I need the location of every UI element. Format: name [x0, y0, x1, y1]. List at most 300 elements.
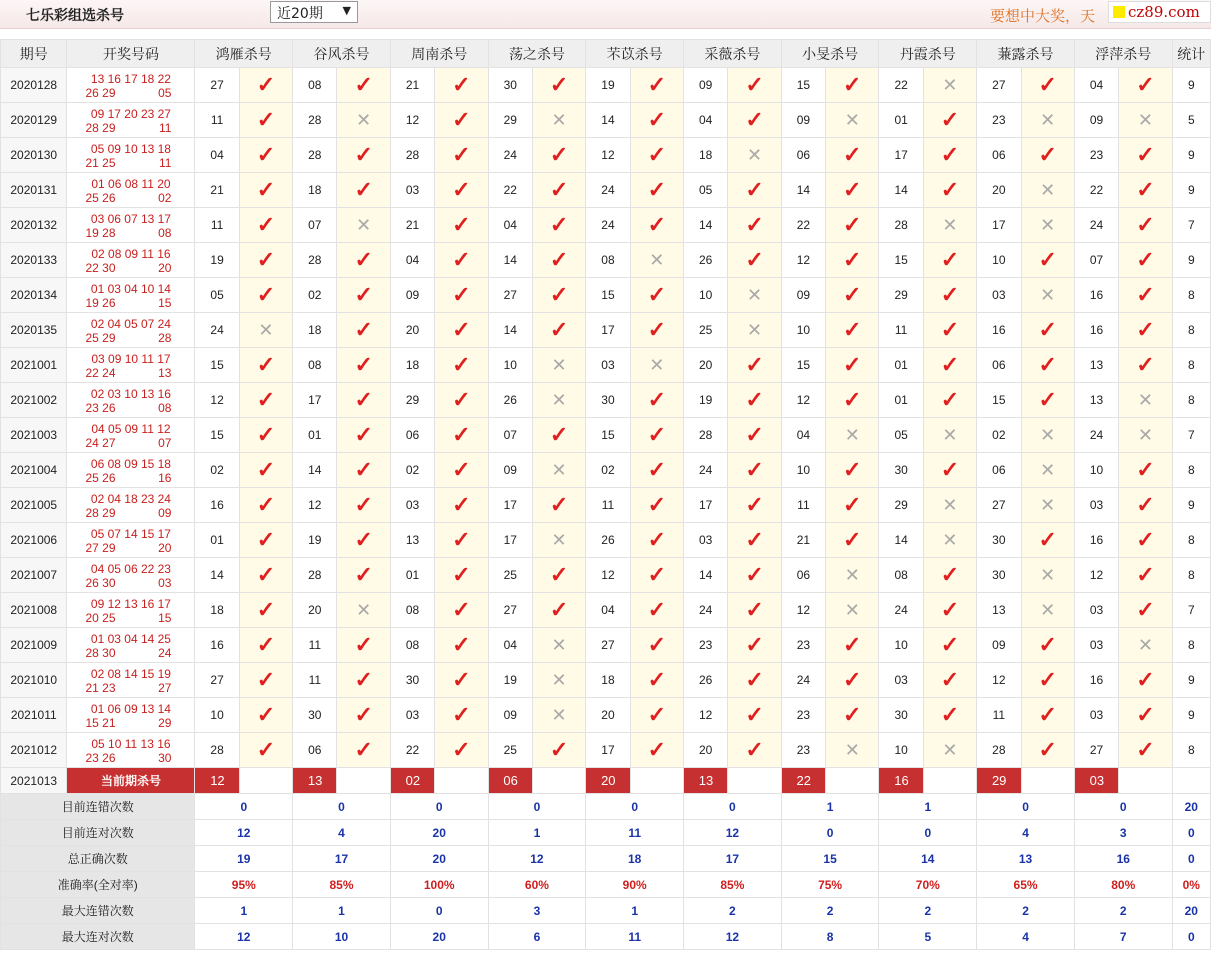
- kill-number-cell: 04: [684, 103, 728, 138]
- stats-value: 2: [879, 898, 977, 924]
- hit-mark-cell: [337, 593, 390, 628]
- hit-mark-cell: [532, 593, 585, 628]
- hit-mark-cell: [1119, 733, 1172, 768]
- check-icon: ✓: [354, 457, 373, 482]
- header-expert[interactable]: 谷风杀号: [293, 40, 391, 68]
- kill-number-cell: 16: [977, 313, 1021, 348]
- cross-icon: ✕: [551, 110, 567, 130]
- site-logo[interactable]: [1108, 1, 1211, 23]
- numbers-line-2-main: 23 26: [85, 750, 116, 765]
- table-header-row: [1, 40, 1211, 68]
- stats-value: 14: [879, 846, 977, 872]
- kill-number-cell: 19: [586, 68, 630, 103]
- hit-mark-cell: [1021, 558, 1074, 593]
- hit-mark-cell: [923, 698, 976, 733]
- issue-cell: 2020131: [1, 173, 67, 208]
- kill-number-cell: 12: [977, 663, 1021, 698]
- kill-number-cell: 16: [1074, 663, 1118, 698]
- kill-number-cell: 03: [879, 663, 923, 698]
- hit-mark-cell: [239, 243, 292, 278]
- hit-mark-cell: [630, 418, 683, 453]
- hit-mark-cell: [532, 488, 585, 523]
- check-icon: ✓: [745, 562, 764, 587]
- check-icon: ✓: [354, 527, 373, 552]
- check-icon: ✓: [256, 667, 276, 692]
- numbers-line-1: 02 04 18 23 24: [90, 491, 171, 506]
- hit-mark-cell: [1119, 243, 1172, 278]
- hit-mark-cell: [532, 348, 585, 383]
- check-icon: ✓: [745, 702, 764, 727]
- hit-mark-cell: [337, 663, 390, 698]
- hit-mark-cell: [1021, 278, 1074, 313]
- hit-mark-cell: [728, 733, 781, 768]
- slogan-text[interactable]: 要想中大奖，天: [990, 7, 1096, 25]
- check-icon: ✓: [1038, 142, 1057, 167]
- check-icon: ✓: [256, 492, 276, 517]
- numbers-line-2-main: 25 26: [85, 470, 116, 485]
- numbers-line-2-main: 25 26: [85, 190, 116, 205]
- hit-mark-cell: [337, 698, 390, 733]
- cross-icon: ✕: [649, 250, 665, 270]
- header-expert[interactable]: 荡之杀号: [488, 40, 586, 68]
- kill-number-cell: 08: [293, 348, 337, 383]
- hit-mark-cell: [435, 733, 488, 768]
- hit-mark-cell: [532, 383, 585, 418]
- kill-number-cell: 28: [684, 418, 728, 453]
- hit-mark-cell: [532, 733, 585, 768]
- hit-mark-cell: [1119, 558, 1172, 593]
- check-icon: ✓: [452, 247, 471, 272]
- stats-total: 20: [1172, 898, 1210, 924]
- issue-cell: 2021010: [1, 663, 67, 698]
- kill-number-cell: 14: [195, 558, 239, 593]
- kill-number-cell: 23: [1074, 138, 1118, 173]
- kill-number-cell: 16: [1074, 278, 1118, 313]
- check-icon: ✓: [1038, 352, 1057, 377]
- hit-mark-cell: [630, 663, 683, 698]
- hit-mark-cell: [337, 628, 390, 663]
- row-count-cell: 8: [1172, 733, 1210, 768]
- numbers-line-2: [67, 541, 194, 555]
- issue-cell: 2021001: [1, 348, 67, 383]
- check-icon: ✓: [940, 282, 960, 307]
- numbers-line-1: 02 04 05 07 24: [90, 316, 171, 331]
- check-icon: ✓: [354, 282, 373, 307]
- numbers-special: 15: [158, 295, 172, 310]
- kill-number-cell: 01: [879, 383, 923, 418]
- check-icon: ✓: [452, 212, 471, 237]
- kill-number-cell: 15: [586, 418, 630, 453]
- check-icon: ✓: [452, 352, 471, 377]
- row-count-cell: 9: [1172, 68, 1210, 103]
- numbers-special: 27: [158, 680, 172, 695]
- current-kill-number: 20: [586, 768, 630, 793]
- current-kill-spacer: [1021, 768, 1074, 794]
- hit-mark-cell: [728, 348, 781, 383]
- kill-number-cell: 25: [488, 558, 532, 593]
- numbers-line-2: [67, 716, 194, 730]
- kill-number-cell: 22: [1074, 173, 1118, 208]
- winning-numbers-cell: [67, 698, 195, 733]
- winning-numbers-cell: [67, 243, 195, 278]
- cross-icon: ✕: [1040, 600, 1056, 620]
- cross-icon: ✕: [746, 320, 763, 340]
- hit-mark-cell: [728, 418, 781, 453]
- check-icon: ✓: [452, 457, 471, 482]
- winning-numbers-cell: [67, 523, 195, 558]
- numbers-line-2-main: 25 29: [85, 330, 116, 345]
- numbers-line-2: [67, 331, 194, 345]
- check-icon: ✓: [647, 492, 667, 517]
- winning-numbers-cell: [67, 208, 195, 243]
- check-icon: ✓: [647, 702, 667, 727]
- hit-mark-cell: [239, 278, 292, 313]
- cross-icon: ✕: [1137, 110, 1153, 130]
- kill-number-cell: 09: [488, 698, 532, 733]
- numbers-line-1: 01 06 09 13 14: [90, 701, 171, 716]
- check-icon: ✓: [843, 527, 862, 552]
- kill-number-cell: 23: [977, 103, 1021, 138]
- hit-mark-cell: [826, 313, 879, 348]
- issue-cell: 2020134: [1, 278, 67, 313]
- kill-number-cell: 08: [879, 558, 923, 593]
- numbers-line-1: 09 17 20 23 27: [90, 106, 171, 121]
- check-icon: ✓: [452, 667, 471, 692]
- table-row: [1, 348, 1211, 383]
- kill-number-cell: 23: [781, 698, 825, 733]
- check-icon: ✓: [452, 632, 471, 657]
- check-icon: ✓: [940, 667, 960, 692]
- kill-number-cell: 16: [195, 628, 239, 663]
- stats-total: 20: [1172, 794, 1210, 820]
- kill-number-cell: 14: [879, 523, 923, 558]
- check-icon: ✓: [549, 422, 569, 447]
- hit-mark-cell: [239, 313, 292, 348]
- stats-row: [1, 794, 1211, 820]
- cross-icon: ✕: [1137, 635, 1153, 655]
- hit-mark-cell: [239, 453, 292, 488]
- kill-number-cell: 29: [879, 488, 923, 523]
- header-expert[interactable]: 周南杀号: [390, 40, 488, 68]
- kill-number-cell: 22: [879, 68, 923, 103]
- dropdown-arrow-icon: ▼: [342, 4, 351, 17]
- hit-mark-cell: [532, 663, 585, 698]
- check-icon: ✓: [1136, 597, 1155, 622]
- numbers-line-2-main: 24 27: [85, 435, 116, 450]
- hit-mark-cell: [532, 208, 585, 243]
- stats-value: 0: [586, 794, 684, 820]
- stats-label: 准确率(全对率): [1, 872, 195, 898]
- check-icon: ✓: [1136, 702, 1155, 727]
- header-expert[interactable]: 鸿雁杀号: [195, 40, 293, 68]
- hit-mark-cell: [239, 698, 292, 733]
- cross-icon: ✕: [942, 215, 958, 235]
- hit-mark-cell: [1021, 698, 1074, 733]
- check-icon: ✓: [843, 247, 862, 272]
- winning-numbers-cell: [67, 733, 195, 768]
- table-row: [1, 173, 1211, 208]
- hit-mark-cell: [923, 313, 976, 348]
- kill-number-cell: 30: [293, 698, 337, 733]
- hit-mark-cell: [239, 558, 292, 593]
- kill-number-cell: 24: [1074, 208, 1118, 243]
- header-expert[interactable]: 小旻杀号: [781, 40, 879, 68]
- hit-mark-cell: [337, 208, 390, 243]
- header-expert[interactable]: 浮萍杀号: [1074, 40, 1172, 68]
- check-icon: ✓: [354, 632, 373, 657]
- kill-number-cell: 29: [879, 278, 923, 313]
- kill-number-cell: 13: [1074, 348, 1118, 383]
- period-select[interactable]: [270, 1, 358, 23]
- check-icon: ✓: [647, 107, 667, 132]
- numbers-line-2: [67, 226, 194, 240]
- cross-icon: ✕: [1040, 285, 1056, 305]
- winning-numbers-cell: [67, 348, 195, 383]
- hit-mark-cell: [630, 243, 683, 278]
- hit-mark-cell: [630, 523, 683, 558]
- check-icon: ✓: [940, 387, 960, 412]
- check-icon: ✓: [647, 142, 667, 167]
- numbers-line-2-main: 28 29: [85, 505, 116, 520]
- hit-mark-cell: [1119, 103, 1172, 138]
- hit-mark-cell: [532, 313, 585, 348]
- cross-icon: ✕: [551, 355, 567, 375]
- row-count-cell: 9: [1172, 488, 1210, 523]
- header-expert[interactable]: 丹霞杀号: [879, 40, 977, 68]
- row-count-cell: 7: [1172, 208, 1210, 243]
- kill-number-cell: 06: [781, 558, 825, 593]
- hit-mark-cell: [630, 348, 683, 383]
- kill-number-cell: 10: [977, 243, 1021, 278]
- kill-number-cell: 11: [879, 313, 923, 348]
- hit-mark-cell: [728, 173, 781, 208]
- numbers-line-1: 01 03 04 10 14: [90, 281, 171, 296]
- kill-number-cell: 15: [781, 348, 825, 383]
- hit-mark-cell: [923, 103, 976, 138]
- stats-value: 80%: [1074, 872, 1172, 898]
- cross-icon: ✕: [551, 530, 567, 550]
- check-icon: ✓: [452, 142, 471, 167]
- kill-number-cell: 25: [684, 313, 728, 348]
- issue-cell: 2020129: [1, 103, 67, 138]
- hit-mark-cell: [630, 488, 683, 523]
- hit-mark-cell: [532, 628, 585, 663]
- current-kill-cell: [1074, 768, 1118, 794]
- hit-mark-cell: [337, 173, 390, 208]
- numbers-special: 13: [158, 365, 172, 380]
- numbers-line-2-main: 21 23: [85, 680, 116, 695]
- hit-mark-cell: [923, 208, 976, 243]
- check-icon: ✓: [354, 737, 373, 762]
- hit-mark-cell: [337, 348, 390, 383]
- header-expert[interactable]: 蒹露杀号: [977, 40, 1075, 68]
- stats-value: 0: [1074, 794, 1172, 820]
- kill-number-cell: 05: [684, 173, 728, 208]
- stats-value: 11: [586, 820, 684, 846]
- hit-mark-cell: [1021, 103, 1074, 138]
- kill-number-cell: 22: [488, 173, 532, 208]
- check-icon: ✓: [256, 142, 276, 167]
- table-row: [1, 103, 1211, 138]
- kill-number-cell: 28: [195, 733, 239, 768]
- check-icon: ✓: [647, 282, 667, 307]
- check-icon: ✓: [1038, 247, 1057, 272]
- numbers-line-2: [67, 471, 194, 485]
- check-icon: ✓: [647, 737, 667, 762]
- kill-number-cell: 30: [488, 68, 532, 103]
- current-kill-spacer: [532, 768, 585, 794]
- kill-number-cell: 08: [586, 243, 630, 278]
- winning-numbers-cell: [67, 313, 195, 348]
- hit-mark-cell: [532, 243, 585, 278]
- check-icon: ✓: [843, 177, 862, 202]
- hit-mark-cell: [1021, 488, 1074, 523]
- hit-mark-cell: [239, 68, 292, 103]
- cross-icon: ✕: [356, 215, 372, 235]
- hit-mark-cell: [728, 68, 781, 103]
- hit-mark-cell: [239, 733, 292, 768]
- kill-number-cell: 19: [195, 243, 239, 278]
- check-icon: ✓: [452, 597, 471, 622]
- cross-icon: ✕: [1040, 460, 1056, 480]
- kill-number-cell: 12: [684, 698, 728, 733]
- hit-mark-cell: [239, 628, 292, 663]
- kill-number-cell: 13: [390, 523, 434, 558]
- hit-mark-cell: [826, 68, 879, 103]
- cross-icon: ✕: [942, 740, 958, 760]
- check-icon: ✓: [354, 422, 373, 447]
- kill-number-cell: 15: [195, 418, 239, 453]
- kill-number-cell: 23: [781, 628, 825, 663]
- hit-mark-cell: [630, 628, 683, 663]
- issue-cell: 2021012: [1, 733, 67, 768]
- check-icon: ✓: [843, 212, 862, 237]
- hit-mark-cell: [435, 68, 488, 103]
- hit-mark-cell: [1119, 418, 1172, 453]
- kill-number-cell: 14: [293, 453, 337, 488]
- check-icon: ✓: [452, 387, 471, 412]
- check-icon: ✓: [745, 387, 764, 412]
- stats-value: 1: [781, 794, 879, 820]
- stats-value: 17: [293, 846, 391, 872]
- check-icon: ✓: [256, 247, 276, 272]
- stats-total: 0: [1172, 924, 1210, 950]
- kill-number-cell: 10: [195, 698, 239, 733]
- cross-icon: ✕: [649, 355, 665, 375]
- numbers-special: 16: [158, 470, 172, 485]
- kill-number-cell: 10: [1074, 453, 1118, 488]
- numbers-line-2: [67, 121, 194, 135]
- kill-number-cell: 07: [1074, 243, 1118, 278]
- hit-mark-cell: [435, 208, 488, 243]
- header-expert[interactable]: 芣苡杀号: [586, 40, 684, 68]
- table-row: [1, 628, 1211, 663]
- row-count-cell: 9: [1172, 243, 1210, 278]
- check-icon: ✓: [940, 457, 960, 482]
- hit-mark-cell: [826, 628, 879, 663]
- kill-number-cell: 02: [390, 453, 434, 488]
- kill-number-cell: 17: [488, 523, 532, 558]
- check-icon: ✓: [940, 107, 960, 132]
- numbers-line-2: [67, 646, 194, 660]
- kill-number-cell: 27: [488, 593, 532, 628]
- check-icon: ✓: [1136, 212, 1155, 237]
- hit-mark-cell: [1021, 68, 1074, 103]
- cross-icon: ✕: [844, 600, 860, 620]
- top-bar: [0, 0, 1211, 29]
- hit-mark-cell: [1119, 138, 1172, 173]
- kill-number-cell: 28: [390, 138, 434, 173]
- check-icon: ✓: [452, 562, 471, 587]
- stats-row: [1, 872, 1211, 898]
- check-icon: ✓: [647, 212, 667, 237]
- kill-number-cell: 14: [781, 173, 825, 208]
- row-count-cell: 8: [1172, 383, 1210, 418]
- numbers-line-2-main: 21 25: [85, 155, 116, 170]
- current-kill-spacer: [923, 768, 976, 794]
- check-icon: ✓: [647, 667, 667, 692]
- hit-mark-cell: [239, 383, 292, 418]
- current-kill-spacer: [337, 768, 390, 794]
- stats-value: 1: [195, 898, 293, 924]
- check-icon: ✓: [1136, 72, 1155, 97]
- stats-value: 11: [586, 924, 684, 950]
- kill-number-cell: 17: [977, 208, 1021, 243]
- kill-number-cell: 01: [390, 558, 434, 593]
- check-icon: ✓: [647, 632, 667, 657]
- check-icon: ✓: [549, 597, 569, 622]
- hit-mark-cell: [630, 138, 683, 173]
- numbers-line-2: [67, 436, 194, 450]
- stats-value: 2: [781, 898, 879, 924]
- hit-mark-cell: [630, 278, 683, 313]
- hit-mark-cell: [1119, 208, 1172, 243]
- numbers-special: 29: [158, 715, 172, 730]
- kill-number-cell: 02: [586, 453, 630, 488]
- issue-cell: 2021009: [1, 628, 67, 663]
- kill-number-cell: 24: [195, 313, 239, 348]
- hit-mark-cell: [728, 663, 781, 698]
- header-expert[interactable]: 采薇杀号: [684, 40, 782, 68]
- hit-mark-cell: [1021, 208, 1074, 243]
- hit-mark-cell: [337, 488, 390, 523]
- issue-cell: 2020135: [1, 313, 67, 348]
- current-kill-number: 22: [782, 768, 826, 793]
- check-icon: ✓: [452, 317, 471, 342]
- hit-mark-cell: [923, 663, 976, 698]
- stats-value: 13: [977, 846, 1075, 872]
- check-icon: ✓: [940, 632, 960, 657]
- check-icon: ✓: [647, 72, 667, 97]
- numbers-special: 11: [158, 155, 172, 170]
- check-icon: ✓: [940, 702, 960, 727]
- current-kill-spacer: [728, 768, 781, 794]
- stats-value: 0: [195, 794, 293, 820]
- hit-mark-cell: [337, 243, 390, 278]
- stats-value: 2: [977, 898, 1075, 924]
- numbers-line-1: 09 12 13 16 17: [90, 596, 171, 611]
- current-issue-row: [1, 768, 1211, 794]
- kill-number-cell: 03: [390, 698, 434, 733]
- hit-mark-cell: [630, 453, 683, 488]
- kill-number-cell: 26: [488, 383, 532, 418]
- hit-mark-cell: [239, 593, 292, 628]
- numbers-special: 15: [158, 610, 172, 625]
- hit-mark-cell: [435, 418, 488, 453]
- numbers-special: 09: [158, 505, 172, 520]
- hit-mark-cell: [1021, 348, 1074, 383]
- numbers-line-1: 02 08 09 11 16: [91, 246, 171, 261]
